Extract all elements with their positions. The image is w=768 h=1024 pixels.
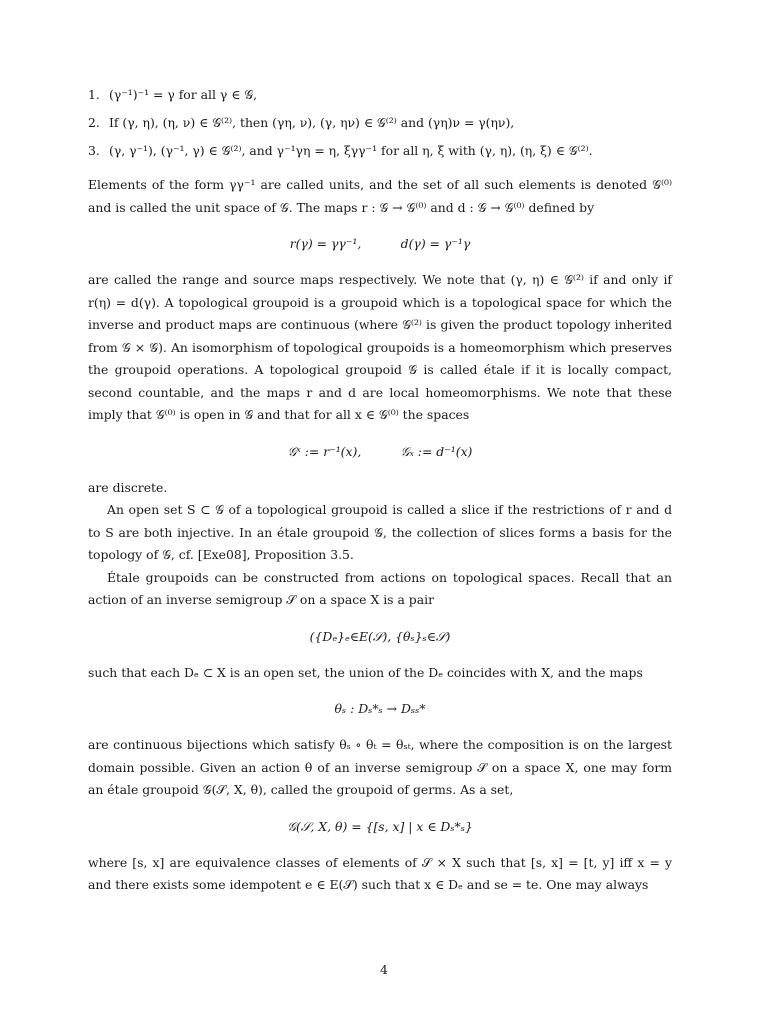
equation-groupoid-of-germs: 𝒢(𝒮, X, θ) = {[s, x] | x ∈ Dₛ*ₛ} — [287, 818, 473, 834]
paragraph-topological-groupoid: are called the range and source maps respectively. We note that (γ, η) ∈ 𝒢⁽²⁾ if and only if r(η) = d(γ). A topological groupoid is a groupoid which is a topological space for which the inverse and product maps are continuous (where 𝒢⁽²⁾ is given the product topology inherited from 𝒢 × 𝒢). An isomorphism of topological groupoids is a homeomorphism which preserves the groupoid operations. A topological groupoid 𝒢 is called étale if it is locally compact, second countable, and the maps r and d are local homeomorphisms. We note that these imply that 𝒢⁽⁰⁾ is open in 𝒢 and that for all x ∈ 𝒢⁽⁰⁾ the spaces — [88, 272, 672, 422]
list-item-number: 3. — [88, 143, 100, 158]
paragraph-discrete: are discrete. — [88, 479, 168, 495]
equation-theta-map: θₛ : Dₛ*ₛ → Dₛₛ* — [334, 701, 426, 716]
paragraph-units: Elements of the form γγ⁻¹ are called units, and the set of all such elements is denoted 𝒢⁽⁰⁾ and is called the unit space of 𝒢. The maps r : 𝒢 → 𝒢⁽⁰⁾ and d : 𝒢 → 𝒢⁽⁰⁾ defined by — [88, 177, 672, 215]
list-item — [88, 86, 672, 104]
list-item-number: 2. — [88, 115, 100, 130]
paragraph-germs: are continuous bijections which satisfy θₛ ∘ θₜ = θₛₜ, where the composition is on the largest domain possible. Given an action θ of an inverse semigroup 𝒮 on a space X, one may form an étale groupoid 𝒢(𝒮, X, θ), called the groupoid of germs. As a set, — [88, 737, 672, 797]
list-item-text: If (γ, η), (η, ν) ∈ 𝒢⁽²⁾, then (γη, ν), (γ, ην) ∈ 𝒢⁽²⁾ and (γη)ν = γ(ην), — [109, 115, 515, 130]
list-item — [88, 114, 672, 132]
equation-fibers: 𝒢ˣ := r⁻¹(x), 𝒢ₓ := d⁻¹(x) — [287, 443, 473, 459]
paragraph-slices: An open set S ⊂ 𝒢 of a topological groupoid is called a slice if the restrictions of r and d to S are both injective. In an étale groupoid 𝒢, the collection of slices forms a basis for the topology of 𝒢, cf. [Exe08], Proposition 3.5. — [88, 502, 672, 562]
paragraph-open-sets: such that each Dₑ ⊂ X is an open set, the union of the Dₑ coincides with X, and the maps — [88, 664, 643, 680]
equation-range-source: r(γ) = γγ⁻¹, d(γ) = γ⁻¹γ — [289, 236, 471, 251]
equation-action-pair: ({Dₑ}ₑ∈E(𝒮), {θₛ}ₛ∈𝒮) — [309, 628, 451, 644]
list-item — [88, 142, 672, 160]
list-item-text: (γ⁻¹)⁻¹ = γ for all γ ∈ 𝒢, — [109, 87, 258, 102]
groupoid-axioms-list — [88, 86, 672, 160]
list-item-text: (γ, γ⁻¹), (γ⁻¹, γ) ∈ 𝒢⁽²⁾, and γ⁻¹γη = η, ξγγ⁻¹ for all η, ξ with (γ, η), (η, ξ) ∈ 𝒢⁽²⁾. — [109, 143, 593, 158]
paragraph-equivalence-classes: where [s, x] are equivalence classes of elements of 𝒮 × X such that [s, x] = [t, y] iff x = y and there exists some idempotent e ∈ E(𝒮) such that x ∈ Dₑ and se = te. One may always — [88, 854, 672, 892]
page-number: 4 — [380, 962, 388, 977]
paper-page — [88, 86, 672, 897]
paragraph-actions: Étale groupoids can be constructed from actions on topological spaces. Recall that an action of an inverse semigroup 𝒮 on a space X is a pair — [88, 569, 672, 607]
list-item-number: 1. — [88, 87, 100, 102]
